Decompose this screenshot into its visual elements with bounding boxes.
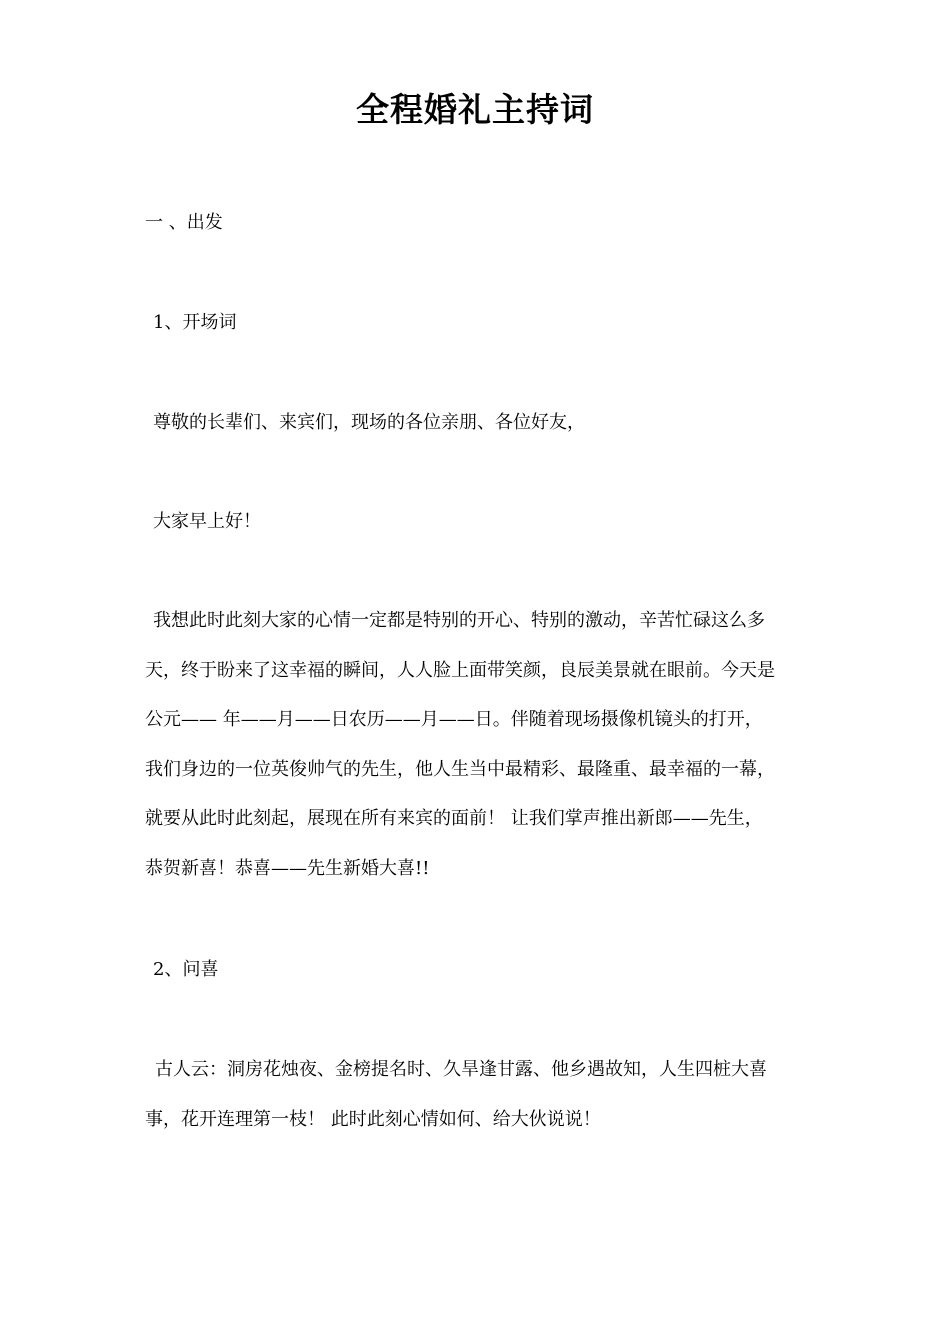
paragraph-line: 尊敬的长辈们、来宾们，现场的各位亲朋、各位好友， <box>153 412 585 433</box>
paragraph-line: 天，终于盼来了这幸福的瞬间，人人脸上面带笑颜，良辰美景就在眼前。今天是 <box>145 659 775 681</box>
paragraph-line: 恭贺新喜！恭喜——先生新婚大喜!! <box>145 857 430 879</box>
subsection-heading-text: 2、问喜 <box>153 959 219 980</box>
subsection-heading-text: 1、开场词 <box>153 312 237 333</box>
subsection-heading <box>145 298 828 348</box>
paragraph-morning <box>145 497 828 547</box>
paragraph-greeting <box>145 398 828 448</box>
section-heading <box>145 198 820 248</box>
paragraph-line: 公元—— 年——月——日农历——月——日。伴随着现场摄像机镜头的打开， <box>145 709 763 730</box>
paragraph-main <box>145 596 820 893</box>
paragraph-line: 就要从此时此刻起，展现在所有来宾的面前！ 让我们掌声推出新郎——先生， <box>145 808 763 829</box>
paragraph-line: 事，花开连理第一枝！ 此时此刻心情如何、给大伙说说！ <box>145 1108 601 1130</box>
paragraph-line: 大家早上好！ <box>153 511 261 532</box>
paragraph-ancient <box>145 1045 820 1144</box>
section-heading-text: 一 、出发 <box>145 212 223 233</box>
subsection-heading <box>145 945 828 995</box>
paragraph-line: 古人云：洞房花烛夜、金榜提名时、久旱逢甘露、他乡遇故知，人生四桩大喜 <box>155 1059 767 1080</box>
paragraph-line: 我想此时此刻大家的心情一定都是特别的开心、特别的激动，辛苦忙碌这么多 <box>153 610 765 631</box>
document-title: 全程婚礼主持词 <box>356 90 594 129</box>
paragraph-line: 我们身边的一位英俊帅气的先生，他人生当中最精彩、最隆重、最幸福的一幕， <box>145 758 775 780</box>
